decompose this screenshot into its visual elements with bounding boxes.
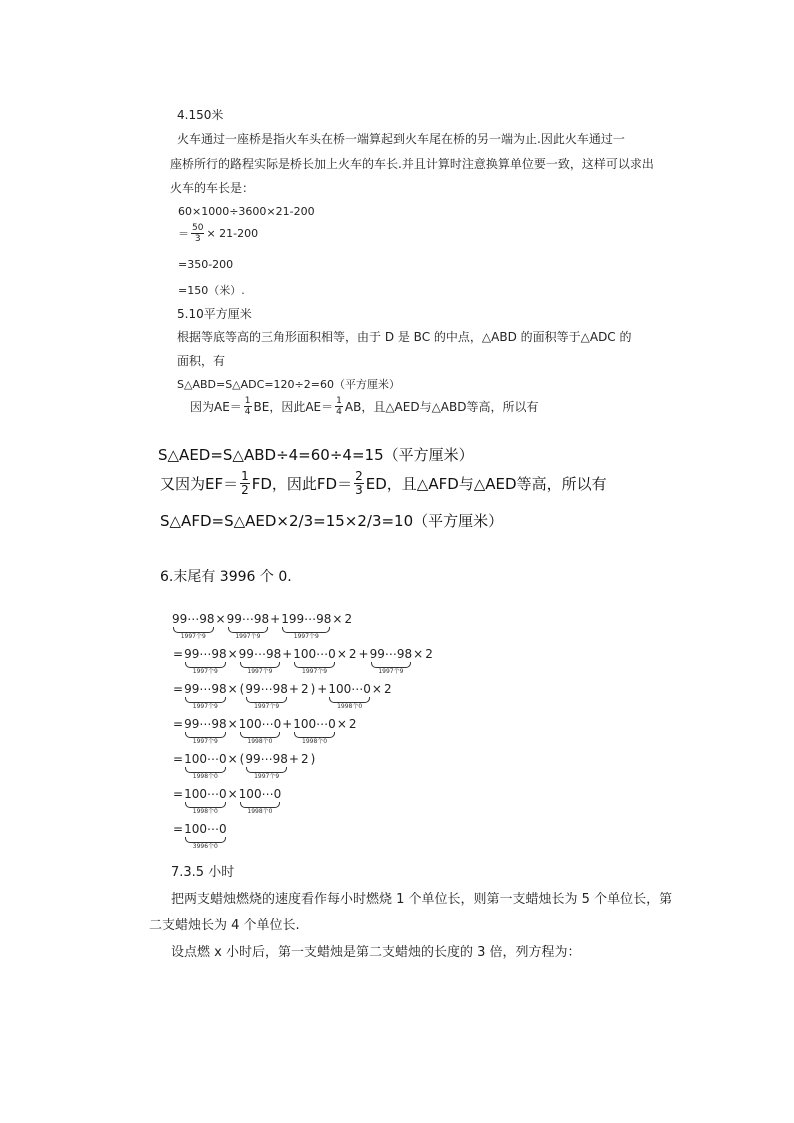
proof-row bbox=[172, 787, 281, 816]
number: 99⋯98 bbox=[245, 752, 288, 766]
fraction-numerator: 1 bbox=[241, 469, 249, 483]
operator: = bbox=[173, 752, 184, 766]
operator: × bbox=[215, 612, 226, 626]
fraction bbox=[191, 223, 204, 244]
proof-row bbox=[172, 647, 434, 676]
number: 100⋯0 bbox=[184, 822, 227, 836]
paragraph-line: 火车的车长是： bbox=[170, 181, 255, 195]
reasoning-text: 又因为EF＝ bbox=[160, 475, 239, 493]
section-4-heading: 4.150米 bbox=[177, 108, 224, 122]
paren: ) bbox=[310, 752, 316, 766]
proof-row bbox=[172, 612, 353, 641]
operator: × bbox=[371, 682, 382, 696]
underbrace-number bbox=[172, 612, 215, 641]
brace-label: 3996个0 bbox=[192, 843, 218, 850]
operator: = bbox=[173, 787, 184, 801]
operator: + bbox=[282, 647, 293, 661]
operator: × bbox=[227, 787, 238, 801]
reasoning-text: AB，且△AED与△ABD等高，所以有 bbox=[344, 400, 539, 414]
brace-label: 1997个9 bbox=[302, 668, 328, 675]
number: 99⋯98 bbox=[184, 717, 227, 731]
number: 2 bbox=[348, 647, 357, 661]
number: 2 bbox=[383, 682, 392, 696]
operator: = bbox=[173, 822, 184, 836]
underbrace-number bbox=[239, 647, 282, 676]
number: 100⋯0 bbox=[238, 717, 282, 731]
brace-label: 1997个9 bbox=[254, 703, 280, 710]
reasoning-text: ED，且△AFD与△AED等高，所以有 bbox=[365, 475, 607, 493]
fraction-numerator: 50 bbox=[192, 223, 204, 233]
section-7-heading: 7.3.5 小时 bbox=[171, 865, 235, 880]
number: 99⋯98 bbox=[238, 647, 282, 661]
number: 99⋯98 bbox=[184, 682, 227, 696]
brace-label: 1997个9 bbox=[247, 668, 273, 675]
section-6-heading: 6.末尾有 3996 个 0. bbox=[160, 569, 292, 585]
number: 2 bbox=[425, 647, 433, 661]
proof-row bbox=[172, 717, 358, 746]
reasoning-line bbox=[190, 396, 539, 417]
brace-label: 1997个9 bbox=[180, 633, 206, 640]
number: 99⋯98 bbox=[369, 647, 413, 661]
number: 2 bbox=[348, 717, 357, 731]
number: 2 bbox=[344, 612, 353, 626]
fraction-numerator: 1 bbox=[336, 396, 342, 406]
number: 99⋯98 bbox=[226, 612, 270, 626]
fraction-denominator: 4 bbox=[336, 407, 342, 417]
calc-line: =150（米）. bbox=[178, 284, 245, 297]
operator: × bbox=[227, 717, 238, 731]
fraction-denominator: 3 bbox=[355, 483, 363, 497]
calc-text: × 21-200 bbox=[206, 227, 259, 240]
paragraph-line: 根据等底等高的三角形面积相等，由于 D 是 BC 的中点，△ABD 的面积等于△ADC 的 bbox=[177, 330, 632, 344]
number: 2 bbox=[300, 752, 309, 766]
paragraph-line: 火车通过一座桥是指火车头在桥一端算起到火车尾在桥的另一端为止.因此火车通过一 bbox=[177, 132, 625, 146]
underbrace-number bbox=[184, 717, 227, 746]
number: 99⋯98 bbox=[184, 647, 227, 661]
operator: × bbox=[336, 717, 347, 731]
operator: × bbox=[227, 647, 238, 661]
fraction-numerator: 1 bbox=[244, 396, 251, 406]
equation-line: S△ABD=S△ADC=120÷2=60（平方厘米） bbox=[177, 378, 400, 391]
paragraph-line: 把两支蜡烛燃烧的速度看作每小时燃烧 1 个单位长，则第一支蜡烛长为 5 个单位长，第 bbox=[171, 892, 673, 907]
reasoning-text: 因为AE＝ bbox=[190, 400, 242, 414]
calc-line: =350-200 bbox=[178, 258, 234, 271]
calc-line: 60×1000÷3600×21-200 bbox=[178, 205, 315, 218]
underbrace-number bbox=[293, 647, 336, 676]
underbrace-number bbox=[184, 682, 227, 711]
operator: + bbox=[288, 752, 299, 766]
underbrace-number bbox=[293, 717, 336, 746]
calc-text: ＝ bbox=[178, 227, 189, 241]
underbrace-number bbox=[184, 647, 227, 676]
fraction-denominator: 4 bbox=[244, 407, 251, 417]
underbrace-number bbox=[184, 752, 227, 781]
proof-row bbox=[172, 682, 393, 711]
paragraph-line: 二支蜡烛长为 4 个单位长. bbox=[149, 918, 300, 933]
brace-label: 1997个9 bbox=[254, 773, 280, 780]
operator: + bbox=[317, 682, 328, 696]
fraction-denominator: 2 bbox=[241, 483, 249, 497]
brace-label: 1997个9 bbox=[192, 703, 218, 710]
fraction bbox=[335, 396, 343, 417]
underbrace-number bbox=[370, 647, 413, 676]
underbrace-number bbox=[184, 787, 227, 816]
brace-label: 1997个9 bbox=[378, 668, 404, 675]
operator: × bbox=[227, 752, 238, 766]
number: 99⋯98 bbox=[172, 612, 215, 626]
operator: + bbox=[358, 647, 369, 661]
section-5-heading: 5.10平方厘米 bbox=[177, 307, 252, 321]
operator: = bbox=[173, 682, 184, 696]
underbrace-number bbox=[184, 822, 227, 851]
equation-line: S△AED=S△ABD÷4=60÷4=15（平方厘米） bbox=[158, 446, 474, 464]
brace-label: 1998个0 bbox=[337, 703, 363, 710]
paragraph-line: 面积，有 bbox=[177, 354, 226, 368]
underbrace-number bbox=[245, 752, 288, 781]
brace-label: 1998个0 bbox=[192, 773, 218, 780]
underbrace-number bbox=[227, 612, 270, 641]
number: 99⋯98 bbox=[245, 682, 288, 696]
underbrace-number bbox=[239, 717, 282, 746]
brace-label: 1997个9 bbox=[192, 668, 218, 675]
paren: ( bbox=[239, 682, 245, 696]
equation-line: S△AFD=S△AED×2/3=15×2/3=10（平方厘米） bbox=[160, 512, 504, 530]
brace-label: 1997个9 bbox=[235, 633, 261, 640]
number: 199⋯98 bbox=[281, 612, 332, 626]
fraction bbox=[244, 396, 252, 417]
operator: + bbox=[270, 612, 281, 626]
reasoning-text: FD，因此FD＝ bbox=[251, 475, 353, 493]
calc-line-fraction bbox=[178, 223, 258, 244]
fraction bbox=[354, 470, 364, 497]
operator: = bbox=[173, 717, 184, 731]
brace-label: 1998个0 bbox=[247, 738, 273, 745]
number: 2 bbox=[300, 682, 309, 696]
underbrace-number bbox=[281, 612, 331, 641]
number: 100⋯0 bbox=[328, 682, 371, 696]
fraction bbox=[240, 470, 250, 497]
operator: × bbox=[413, 647, 424, 661]
fraction-numerator: 2 bbox=[355, 469, 363, 483]
operator: × bbox=[332, 612, 343, 626]
number: 100⋯0 bbox=[184, 752, 227, 766]
proof-row bbox=[172, 752, 316, 781]
paragraph-line: 设点燃 x 小时后，第一支蜡烛是第二支蜡烛的长度的 3 倍，列方程为： bbox=[171, 945, 581, 960]
underbrace-number bbox=[239, 787, 282, 816]
operator: + bbox=[282, 717, 293, 731]
reasoning-line bbox=[160, 470, 607, 497]
number: 100⋯0 bbox=[293, 647, 336, 661]
underbrace-number bbox=[245, 682, 288, 711]
brace-label: 1998个0 bbox=[192, 808, 218, 815]
paragraph-line: 座桥所行的路程实际是桥长加上火车的车长.并且计算时注意换算单位要一致，这样可以求出 bbox=[170, 157, 654, 171]
operator: = bbox=[173, 647, 184, 661]
brace-label: 1998个0 bbox=[302, 738, 328, 745]
reasoning-text: BE，因此AE＝ bbox=[253, 400, 334, 414]
operator: × bbox=[227, 682, 238, 696]
number: 100⋯0 bbox=[184, 787, 227, 801]
operator: + bbox=[288, 682, 299, 696]
number: 100⋯0 bbox=[293, 717, 336, 731]
brace-label: 1998个0 bbox=[247, 808, 273, 815]
brace-label: 1997个9 bbox=[293, 633, 319, 640]
proof-row bbox=[172, 822, 227, 851]
paren: ( bbox=[239, 752, 245, 766]
fraction-denominator: 3 bbox=[194, 234, 201, 244]
brace-label: 1997个9 bbox=[192, 738, 218, 745]
number: 100⋯0 bbox=[238, 787, 282, 801]
operator: × bbox=[336, 647, 347, 661]
paren: ) bbox=[310, 682, 316, 696]
underbrace-number bbox=[328, 682, 371, 711]
